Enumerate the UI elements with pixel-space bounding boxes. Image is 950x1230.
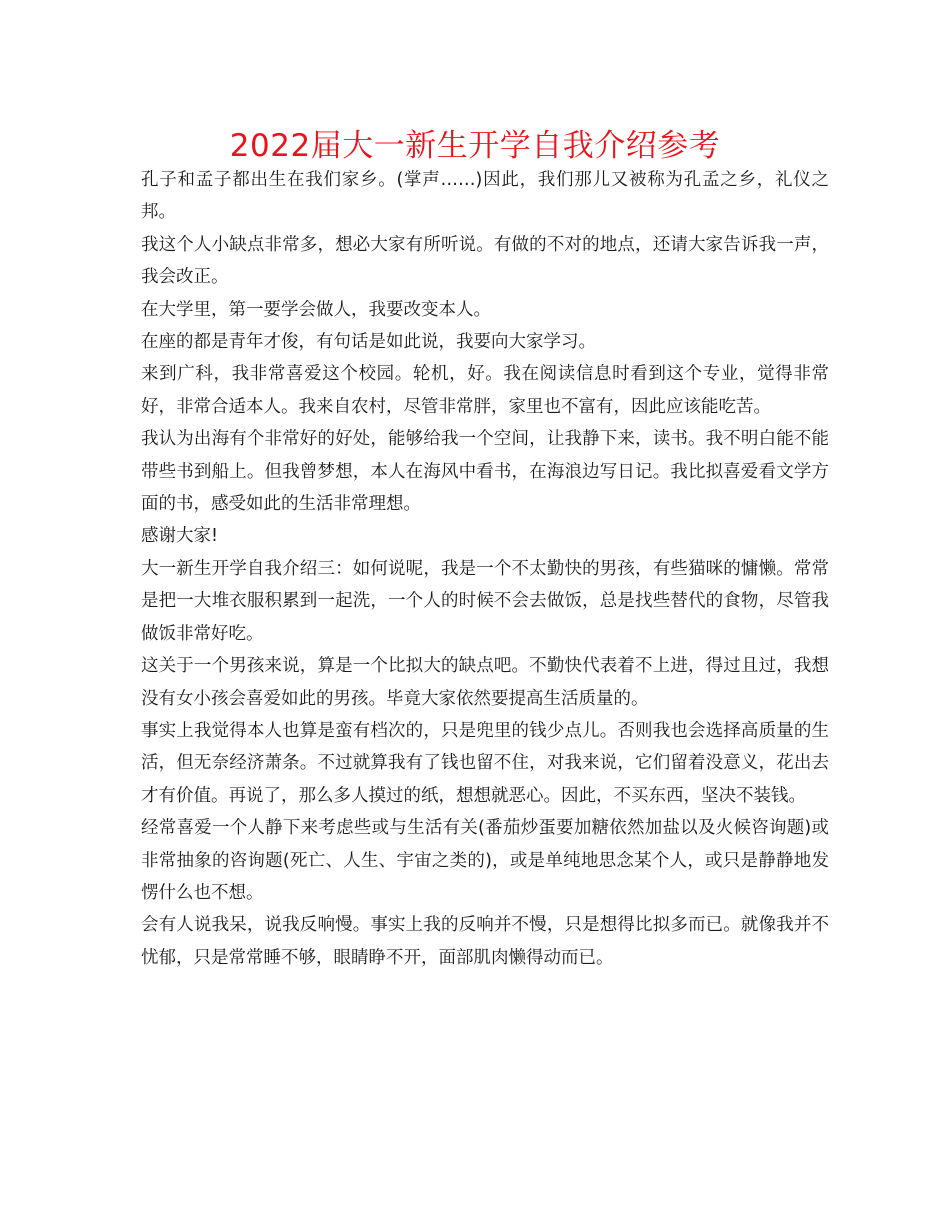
paragraph-4: 在座的都是青年才俊，有句话是如此说，我要向大家学习。 [141, 332, 596, 353]
paragraph-12: 会有人说我呆，说我反响慢。事实上我的反响并不慢，只是想得比拟多而已。就像我并不忧郁，只是常常睡不够，眼睛睁不开，面部肌肉懒得动而已。 [141, 915, 829, 968]
document-title: 2022届大一新生开学自我介绍参考 [229, 128, 721, 164]
paragraph-7: 感谢大家! [141, 526, 219, 547]
paragraph-9: 这关于一个男孩来说，算是一个比拟大的缺点吧。不勤快代表着不上进，得过且过，我想没有女小孩会喜爱如此的男孩。毕竟大家依然要提高生活质量的。 [141, 656, 829, 709]
paragraph-2: 我这个人小缺点非常多，想必大家有所听说。有做的不对的地点，还请大家告诉我一声，我会改正。 [141, 234, 829, 288]
paragraph-11: 经常喜爱一个人静下来考虑些或与生活有关(番茄炒蛋要加糖依然加盐以及火候咨询题)或非常抽象的咨询题(死亡、人生、宇宙之类的)，或是单纯地思念某个人，或只是静静地发愣什么也不想。 [141, 818, 829, 903]
paragraph-10: 事实上我觉得本人也算是蛮有档次的，只是兜里的钱少点儿。否则我也会选择高质量的生活，但无奈经济萧条。不过就算我有了钱也留不住，对我来说，它们留着没意义，花出去才有价值。再说了，那么多人摸过的纸，想想就恶心。因此，不买东西，坚决不装钱。 [141, 720, 829, 806]
paragraph-1: 孔子和孟子都出生在我们家乡。(掌声……)因此，我们那儿又被称为孔孟之乡，礼仪之邦。 [141, 170, 829, 223]
document-body [141, 164, 829, 974]
paragraph-5: 来到广科，我非常喜爱这个校园。轮机，好。我在阅读信息时看到这个专业，觉得非常好，非常合适本人。我来自农村，尽管非常胖，家里也不富有，因此应该能吃苦。 [141, 364, 829, 417]
paragraph-3: 在大学里，第一要学会做人，我要改变本人。 [141, 299, 491, 320]
paragraph-6: 我认为出海有个非常好的好处，能够给我一个空间，让我静下来，读书。我不明白能不能带些书到船上。但我曾梦想，本人在海风中看书，在海浪边写日记。我比拟喜爱看文学方面的书，感受如此的生活非常理想。 [141, 429, 829, 515]
paragraph-8: 大一新生开学自我介绍三：如何说呢，我是一个不太勤快的男孩，有些猫咪的慵懒。常常是把一大堆衣服积累到一起洗，一个人的时候不会去做饭，总是找些替代的食物，尽管我做饭非常好吃。 [141, 558, 829, 644]
